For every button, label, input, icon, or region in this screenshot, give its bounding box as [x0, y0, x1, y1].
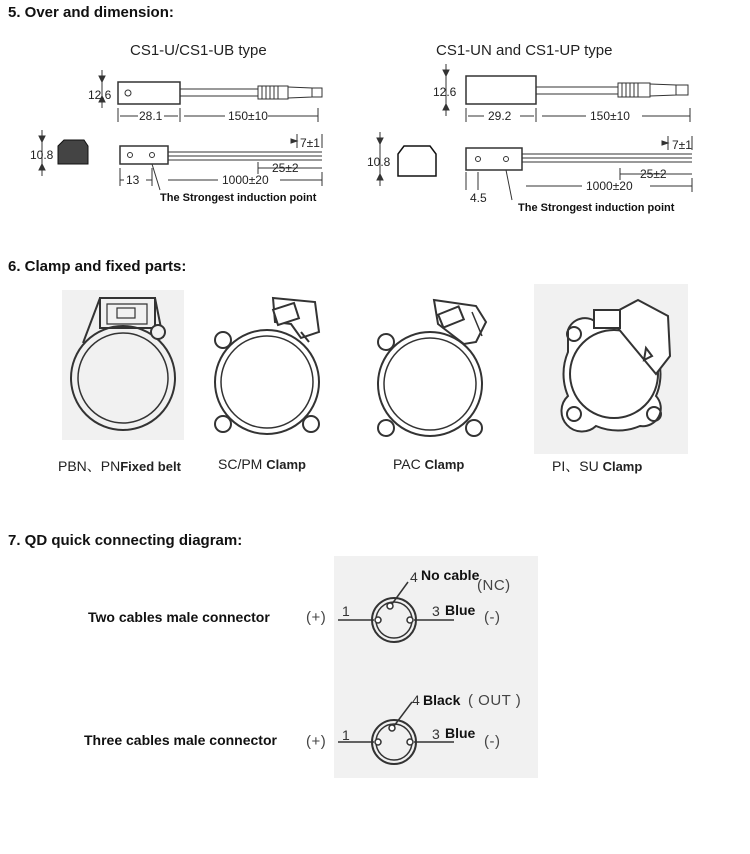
left-height-12-6: 12.6 [88, 88, 112, 102]
left-lead-length: 1000±20 [222, 173, 269, 187]
left-side-height: 10.8 [30, 148, 54, 162]
left-offset: 13 [126, 173, 140, 187]
three-cables-minus: (-) [484, 733, 501, 750]
three-cables-plus: (+) [306, 733, 327, 750]
clamp-label-sc: SC/PM Clamp [218, 456, 306, 472]
clamp-pac-drawing [368, 292, 498, 452]
left-strip-length: 25±2 [272, 161, 299, 175]
three-cables-out: ( OUT ) [468, 692, 522, 709]
right-offset: 4.5 [470, 191, 487, 205]
two-cables-pin3-number: 3 [432, 603, 440, 619]
three-cables-pin4-number: 4 [412, 692, 420, 708]
right-height-12-6: 12.6 [433, 85, 457, 99]
two-cables-nc: (NC) [477, 577, 511, 594]
right-type-title: CS1-UN and CS1-UP type [436, 42, 613, 59]
clamp-label-pac: PAC Clamp [393, 456, 465, 472]
right-tail-length: 7±1 [672, 138, 692, 152]
left-strongest-point-note: The Strongest induction point [160, 192, 317, 204]
clamp-label-pbn: PBN、PNFixed belt [58, 458, 181, 474]
left-cable-length: 150±10 [228, 109, 268, 123]
three-cables-pin1-number: 1 [342, 727, 350, 743]
two-cables-pin1-number: 1 [342, 603, 350, 619]
two-cables-pin4-number: 4 [410, 569, 418, 585]
left-body-length: 28.1 [139, 109, 163, 123]
two-cables-pin3-text: Blue [445, 602, 476, 618]
right-side-height: 10.8 [367, 155, 391, 169]
clamp-pbn-drawing [55, 288, 195, 448]
three-cables-pin3-text: Blue [445, 725, 476, 741]
clamp-pi-drawing [538, 286, 688, 456]
two-cables-minus: (-) [484, 609, 501, 626]
three-cables-pin3-number: 3 [432, 726, 440, 742]
three-cables-pin4-text: Black [423, 692, 461, 708]
right-lead-length: 1000±20 [586, 179, 633, 193]
right-body-length: 29.2 [488, 109, 512, 123]
right-cable-length: 150±10 [590, 109, 630, 123]
section-title-qd: 7. QD quick connecting diagram: [8, 532, 243, 549]
two-cables-connector-drawing [336, 580, 456, 660]
right-strongest-point-note: The Strongest induction point [518, 202, 675, 214]
clamp-sc-drawing [205, 292, 335, 452]
two-cables-pin4-text: No cable [421, 567, 480, 583]
left-type-title: CS1-U/CS1-UB type [130, 42, 267, 59]
right-strip-length: 25±2 [640, 167, 667, 181]
three-cables-connector-label: Three cables male connector [84, 732, 277, 748]
left-tail-length: 7±1 [300, 136, 320, 150]
section-title-clamps: 6. Clamp and fixed parts: [8, 258, 187, 275]
clamp-label-pi: PI、SU Clamp [552, 458, 643, 474]
two-cables-connector-label: Two cables male connector [88, 609, 270, 625]
section-title-dimension: 5. Over and dimension: [8, 4, 174, 21]
two-cables-plus: (+) [306, 609, 327, 626]
